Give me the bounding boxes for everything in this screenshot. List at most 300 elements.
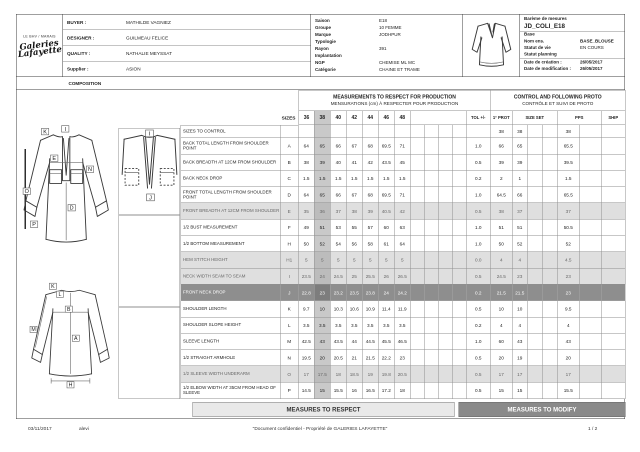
size-value: 5 [331,252,347,268]
proto-value: 4 [491,252,513,268]
size-value: 24.5 [331,268,347,284]
control-size-cell [363,125,379,138]
pps-value: 23 [558,285,580,301]
size-value: 1.5 [347,171,363,187]
spacer-cell [425,203,439,219]
size-value: 65 [315,187,331,203]
spacer-cell [425,187,439,203]
size-set-cell [528,285,543,301]
front-callout: I [64,126,67,133]
size-value: 44 [347,334,363,350]
row-code: I [281,268,299,284]
pps-cell [580,236,602,252]
footer-confidential: "Document confidentiel - Propriété de GALERIES LAFAYETTE" [252,426,388,432]
pps-cell [580,268,602,284]
size-set-cell [543,203,558,219]
sizes-to-control-row [181,125,626,138]
measurement-row [181,366,626,382]
spacer-cell [425,382,439,398]
size-value: 44.5 [363,334,379,350]
size-value: 25.5 [363,268,379,284]
spacer-cell [411,301,425,317]
row-code: N [281,350,299,366]
size-set-cell [543,236,558,252]
spacer-cell [453,125,467,138]
control-pps-cell [580,125,602,138]
product-value: CHAINE ET TRAME [379,67,420,72]
size-value: 40.5 [379,203,395,219]
size-value: 1.5 [299,171,315,187]
spacer-cell [411,154,425,170]
row-code: E [281,203,299,219]
product-label: Catégorie [315,67,336,72]
size-value: 19.8 [379,366,395,382]
size-value: 23.5 [299,268,315,284]
ship-cell [602,382,626,398]
size-value: 26 [379,268,395,284]
size-value: 64 [299,187,315,203]
sketch-panel [17,90,181,399]
control-pps-size: 38 [558,125,580,138]
spacer-cell [425,236,439,252]
size-value: 5 [299,252,315,268]
spacer-cell [425,317,439,333]
measurement-row [181,317,626,333]
spacer-cell [453,285,467,301]
pps-cell [580,203,602,219]
pps-cell [580,252,602,268]
size-value: 52 [315,236,331,252]
measurement-row [181,219,626,235]
size-set-cell [543,187,558,203]
product-label: Saison [315,18,330,23]
size-value: 61 [379,236,395,252]
size-value: 23 [315,285,331,301]
footer-user: alevi [79,426,89,432]
tolerance-value: 1.0 [467,138,491,154]
spacer-cell [453,301,467,317]
measurement-row [181,187,626,203]
table-band-row [181,90,626,111]
size-header: 42 [347,111,363,125]
size-set-value: 52 [513,236,528,252]
size-value: 24 [315,268,331,284]
size-value: 35 [299,203,315,219]
size-value: 11.4 [379,301,395,317]
back-callout: K [51,284,55,291]
pps-cell [580,366,602,382]
control-tol-cell [467,125,491,138]
ship-cell [602,236,626,252]
size-value: 49 [299,219,315,235]
size-set-cell [543,366,558,382]
tolerance-value: 1.0 [467,187,491,203]
back-callout: H [68,382,73,389]
contact-value: ASION [126,66,141,72]
size-value: 19 [363,366,379,382]
product-info-block [311,15,463,77]
size-value: 3.5 [315,317,331,333]
front-callout: D [69,205,74,212]
size-value: 58 [363,236,379,252]
ship-cell [602,334,626,350]
ship-cell [602,219,626,235]
proto-value: 64.5 [491,187,513,203]
row-label: 1/2 STRAIGHT ARMHOLE [181,350,281,366]
size-value: 3.5 [395,317,411,333]
ship-cell [602,317,626,333]
contact-label: Supplier : [67,66,89,72]
proto-value: 2 [491,171,513,187]
size-value: 24.2 [395,285,411,301]
pps-cell [580,171,602,187]
spacer-cell [439,125,453,138]
spacer-cell [425,285,439,301]
size-value: 38 [299,154,315,170]
size-value: 1.5 [395,171,411,187]
row-code: C [281,171,299,187]
size-set-value: 51 [513,219,528,235]
product-value: 10 FEMME [379,25,402,30]
ship-cell [602,301,626,317]
size-value: 17.5 [315,366,331,382]
size-value: 17.2 [379,382,395,398]
size-value: 18 [395,382,411,398]
size-set-cell [528,203,543,219]
ship-cell [602,268,626,284]
size-value: 10.6 [347,301,363,317]
size-set-value: 23 [513,268,528,284]
pps-cell [580,285,602,301]
size-set-value: 66 [513,187,528,203]
detail-callout: I [148,131,151,138]
size-set-cell [528,366,543,382]
size-value: 24 [379,285,395,301]
proto-value: 50 [491,236,513,252]
spacer-cell [439,236,453,252]
ship-cell [602,252,626,268]
size-value: 1.5 [363,171,379,187]
contacts-block [63,15,311,77]
measurement-row [181,171,626,187]
size-value: 68 [363,187,379,203]
size-set-cell [528,154,543,170]
spacer-cell [439,171,453,187]
size-value: 67 [347,138,363,154]
size-header: 48 [395,111,411,125]
size-set-cell [528,301,543,317]
size-value: 23 [395,350,411,366]
tolerance-value: 0.0 [467,252,491,268]
measurement-row [181,203,626,219]
proto-value: 51 [491,219,513,235]
spacer-cell [439,219,453,235]
pps-value: 39.5 [558,154,580,170]
spacer-cell [411,350,425,366]
spacer-cell [453,252,467,268]
spacer-cell [453,154,467,170]
size-value: 22.2 [379,350,395,366]
size-set-cell [543,382,558,398]
proto-value: 60 [491,334,513,350]
size-set-cell [528,171,543,187]
control-size-cell [331,125,347,138]
size-header: 36 [299,111,315,125]
size-set-cell [543,317,558,333]
spacer-cell [453,171,467,187]
size-value: 18.5 [347,366,363,382]
size-set-value: 15 [513,382,528,398]
size-value: 17 [299,366,315,382]
production-band-header: MEASUREMENTS TO RESPECT FOR PRODUCTION MENSURATIONS (cm) À RESPECTER POUR PRODUCTION [299,90,491,111]
footer-date: 03/11/2017 [28,426,52,432]
header [16,14,625,77]
size-value: 3.5 [347,317,363,333]
chart-row-label: Date de création : [524,59,562,65]
tolerance-value: 0.5 [467,366,491,382]
size-set-value: 10 [513,301,528,317]
tolerance-value: 0.2 [467,285,491,301]
size-set-cell [543,154,558,170]
contact-value: MATHILDE VAGNIEZ [126,19,171,25]
pps-value: 50.5 [558,219,580,235]
spacer-cell [425,268,439,284]
measurement-row [181,268,626,284]
table-body [181,138,626,399]
front-callout: N [88,167,92,174]
pps-value: 65.5 [558,138,580,154]
ship-cell [602,171,626,187]
size-value: 10.9 [363,301,379,317]
size-value: 51 [315,219,331,235]
control-size-cell [347,125,363,138]
size-set-cell [528,317,543,333]
ship-cell [602,285,626,301]
size-value: 64 [395,236,411,252]
size-set-value: 19 [513,350,528,366]
row-code: D [281,187,299,203]
front-callout: O [24,189,29,196]
pps-cell [580,138,602,154]
size-set-cell [543,252,558,268]
measures-to-respect-legend: MEASURES TO RESPECT [193,402,455,417]
product-label: Implantation [315,53,342,58]
size-header: 40 [331,111,347,125]
size-set-cell [528,187,543,203]
back-callout: A [74,336,78,343]
spacer-cell [439,138,453,154]
spacer-cell [453,317,467,333]
measure-chart-title: Barème de mesures [524,16,567,21]
spacer-cell [439,203,453,219]
front-callout: E [52,156,57,163]
neck-detail-sketch [120,130,179,214]
contact-value: GUILMEAU FELICE [126,34,169,41]
tolerance-value: 0.5 [467,268,491,284]
size-value: 10 [315,301,331,317]
contact-value: NATHALIE MEYSSAT [126,50,172,57]
chart-row-label: Date de modification : [524,65,572,71]
row-code: B [281,154,299,170]
row-label: SHOULDER SLOPE HEIGHT [181,317,281,333]
pps-value: 9.5 [558,301,580,317]
size-value: 42.5 [299,334,315,350]
tolerance-value: 0.5 [467,154,491,170]
pps-cell [580,219,602,235]
front-view-sketch [21,122,116,287]
pps-value: 1.5 [558,171,580,187]
spacer-cell [439,382,453,398]
proto-value: 39 [491,154,513,170]
row-code: K [281,301,299,317]
size-value: 50 [299,236,315,252]
row-code: M [281,334,299,350]
front-callout: P [32,222,36,229]
product-value: 391 [379,46,387,51]
spacer-cell [439,252,453,268]
size-value: 40 [331,154,347,170]
spacer-cell [411,203,425,219]
size-value: 68 [363,138,379,154]
spacer-cell [425,219,439,235]
size-value: 9.7 [299,301,315,317]
size-set-cell [543,219,558,235]
sizes-label: SIZES [281,115,296,121]
row-label: 1/2 SLEEVE WIDTH UNDERARM [181,366,281,382]
contact-row [63,61,311,76]
row-label: NECK WIDTH SEAM TO SEAM [181,268,281,284]
row-code: J [281,285,299,301]
pps-value: 20 [558,350,580,366]
size-value: 56 [347,236,363,252]
pps-cell [580,154,602,170]
spacer-cell [453,268,467,284]
ship-cell [602,187,626,203]
galeries-lafayette-script: Galeries Lafayette [17,37,63,60]
size-value: 39 [363,203,379,219]
ship-cell [602,350,626,366]
ship-cell [602,203,626,219]
size-value: 5 [315,252,331,268]
row-label: SHOULDER LENGTH [181,301,281,317]
first-proto-header: 1° PROT [491,111,513,125]
spacer-cell [453,203,467,219]
spacer-cell [411,219,425,235]
galeries-lafayette-logo [17,15,63,77]
control-ship-cell [602,125,626,138]
measures-to-modify-legend: MEASURES TO MODIFY [459,402,626,417]
size-value: 11.9 [395,301,411,317]
size-set-cell [543,171,558,187]
composition-strip [16,77,625,90]
size-value: 37 [331,203,347,219]
back-callout: B [66,307,71,314]
measurement-row [181,285,626,301]
composition-label: COMPOSITION [68,80,102,86]
size-set-cell [543,268,558,284]
tolerance-value: 0.2 [467,171,491,187]
spacer-cell [425,125,439,138]
size-value: 38 [347,203,363,219]
pps-value: 23 [558,268,580,284]
spacer-cell [425,334,439,350]
pps-value: 17 [558,366,580,382]
spacer-cell [411,317,425,333]
sizes-header-row [181,111,626,125]
spacer-cell [453,236,467,252]
size-set-value: 37 [513,203,528,219]
size-value: 3.5 [379,317,395,333]
size-set-value: 4 [513,252,528,268]
size-set-value: 65 [513,138,528,154]
tolerance-value: 0.5 [467,203,491,219]
size-value: 64 [299,138,315,154]
measurement-row [181,154,626,170]
size-value: 5 [363,252,379,268]
row-code: L [281,317,299,333]
spacer-cell [439,334,453,350]
pps-value: 15.5 [558,382,580,398]
control-size-cell [379,125,395,138]
spacer-cell [411,382,425,398]
tolerance-value: 1.0 [467,236,491,252]
header-garment-sketch [463,15,520,77]
bhv-marais-logo-text: LE BHV / MARAIS [23,35,56,39]
size-set-value: 21.5 [513,285,528,301]
control-size-set-size: 38 [513,125,528,138]
control-row-label: SIZES TO CONTROL [181,125,281,138]
ship-cell [602,366,626,382]
proto-value: 21.5 [491,285,513,301]
spacer-cell [411,334,425,350]
tolerance-value: 0.2 [467,317,491,333]
spacer-cell [425,138,439,154]
size-value: 16 [347,382,363,398]
size-value: 5 [379,252,395,268]
size-set-value: 39 [513,154,528,170]
size-value: 18 [331,366,347,382]
spacer-cell [453,219,467,235]
size-value: 57 [363,219,379,235]
size-set-value: 17 [513,366,528,382]
control-row-code-cell [281,125,299,138]
ship-cell [602,154,626,170]
size-value: 66 [331,187,347,203]
size-value: 22.8 [299,285,315,301]
size-value: 5 [347,252,363,268]
spacer-cell [411,268,425,284]
proto-value: 10 [491,301,513,317]
size-value: 19.5 [299,350,315,366]
pps-cell [580,301,602,317]
size-set-cell [528,334,543,350]
chart-row-label: Nom ens. [524,38,545,44]
spacer-cell [411,285,425,301]
contact-label: QUALITY : [67,50,91,57]
size-set-header: SIZE SET [513,111,558,125]
measurement-table [181,90,626,399]
size-value: 16.5 [363,382,379,398]
pps-value: 52 [558,236,580,252]
size-set-cell [528,350,543,366]
size-value: 23.8 [363,285,379,301]
size-set-value: 4 [513,317,528,333]
spacer-cell [411,125,425,138]
row-code: A [281,138,299,154]
size-value: 3.5 [299,317,315,333]
spacer-cell [425,366,439,382]
pps-cell [580,187,602,203]
